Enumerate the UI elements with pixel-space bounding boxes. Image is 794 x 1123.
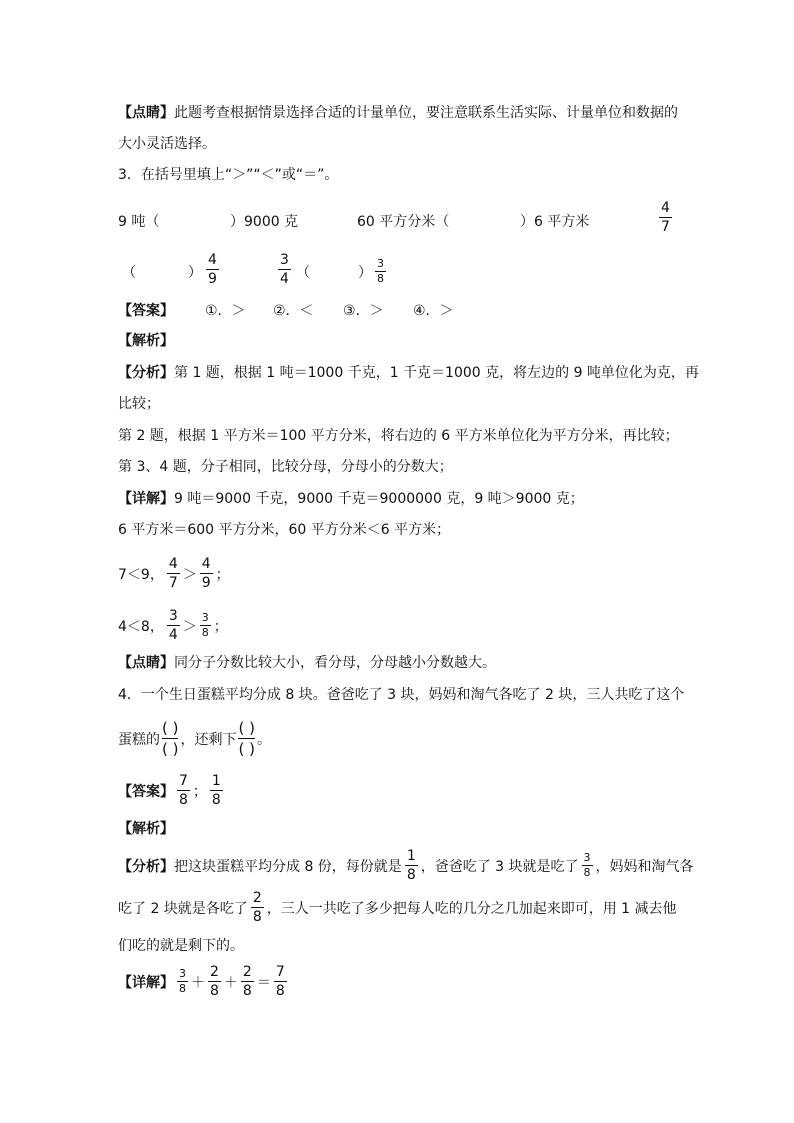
q4-xiangjie bbox=[118, 964, 290, 999]
q3-title: 3．在括号里填上“＞”“＜”或“＝”。 bbox=[118, 167, 339, 183]
dianjing-text: 同分子分数比较大小，看分母，分母越小分数越大。 bbox=[174, 655, 496, 671]
f2-b: ，三人一共吃了多少把每人吃的几分之几加起来即可，用 1 减去他 bbox=[266, 900, 677, 917]
xiangjie-text-1: 9 吨＝9000 千克，9000 千克＝9000000 克，9 吨＞9000 克； bbox=[174, 491, 584, 507]
f1-a: 把这块蛋糕平均分成 8 份，每份就是 bbox=[174, 858, 402, 875]
q3-answer-row bbox=[118, 300, 174, 320]
q3-xiangjie-line-1 bbox=[118, 489, 584, 509]
q3-dianjing bbox=[118, 653, 496, 673]
q4-text-a: 蛋糕的 bbox=[118, 731, 160, 748]
blank-fraction-left[interactable]: ( ) ( ) bbox=[238, 719, 255, 758]
q3-fenxi-line-1 bbox=[118, 363, 699, 383]
semicolon: ； bbox=[215, 566, 230, 583]
dianjing-line-2 bbox=[118, 134, 216, 154]
f1-c: ，妈妈和淘气各 bbox=[595, 858, 694, 875]
frac-4-7: $\frac{4}{7}$ bbox=[168, 556, 178, 591]
answer-sep: ； bbox=[192, 783, 207, 800]
q3-frac-3-8: $\frac{3}{8}$ bbox=[377, 257, 384, 285]
q4-answer-row bbox=[118, 773, 226, 808]
q3-fenxi-line-3: 第 2 题，根据 1 平方米＝100 平方分米，将右边的 6 平方米单位化为平方分米，再比较； bbox=[118, 428, 679, 444]
answer-frac-1-8: $\frac{1}{8}$ bbox=[211, 773, 221, 808]
semicolon: ； bbox=[213, 618, 228, 635]
xiangjie-tag: 【详解】 bbox=[118, 491, 174, 507]
dianjing-text: 此题考查根据情景选择合适的计量单位，要注意联系生活实际、计量单位和数据的 bbox=[174, 105, 678, 121]
q4-fenxi-line-2 bbox=[118, 890, 677, 925]
dianjing-line-1 bbox=[118, 103, 678, 123]
dianjing-tag: 【点睛】 bbox=[118, 655, 174, 671]
q3-frac-3-4: $\frac{3}{4}$ bbox=[280, 252, 289, 287]
q3-item-a-right: ）9000 克 bbox=[230, 214, 299, 230]
answer-tag: 【答案】 bbox=[118, 783, 174, 800]
q3-item-d-paren-right: ） bbox=[358, 265, 372, 281]
xj-frac-2: $\frac{2}{8}$ bbox=[210, 964, 219, 999]
frac-3-8: $\frac{3}{8}$ bbox=[201, 611, 209, 639]
q3-fenxi-line-2: 比较； bbox=[118, 396, 160, 412]
q4-title-line-2 bbox=[118, 718, 271, 759]
q3-frac-4-9: $\frac{4}{9}$ bbox=[208, 252, 217, 287]
q3-item-b-left: 60 平方分米（ bbox=[357, 214, 450, 230]
q4-text-b: ，还剩下 bbox=[180, 731, 237, 748]
dianjing-text-cont: 大小灵活选择。 bbox=[118, 136, 216, 152]
fenxi-tag: 【分析】 bbox=[118, 365, 174, 381]
plus-sign: ＋ bbox=[223, 974, 238, 991]
xj-frac-4: $\frac{7}{8}$ bbox=[275, 964, 285, 999]
blank-fraction-eaten[interactable]: ( ) ( ) bbox=[162, 719, 179, 758]
q4-fenxi-line-1 bbox=[118, 848, 694, 883]
f2-a: 吃了 2 块就是各吃了 bbox=[118, 900, 248, 917]
q3-item-a-left: 9 吨（ bbox=[118, 214, 160, 230]
frac-3-4: $\frac{3}{4}$ bbox=[168, 608, 178, 643]
fenxi-text-1: 第 1 题，根据 1 吨＝1000 千克，1 千克＝1000 克，将左边的 9 吨单位化为克，再 bbox=[174, 365, 699, 381]
fenxi-tag: 【分析】 bbox=[118, 858, 174, 875]
xj-frac-3: $\frac{2}{8}$ bbox=[242, 964, 252, 999]
q3-answer-4: ④．＞ bbox=[413, 303, 454, 319]
q3-xiangjie-line-2: 6 平方米＝600 平方分米，60 平方分米＜6 平方米； bbox=[118, 522, 451, 538]
frac-1-8: $\frac{1}{8}$ bbox=[406, 848, 416, 883]
xj4-prefix: 4＜8， bbox=[118, 618, 164, 635]
q3-answer-3: ③．＞ bbox=[343, 303, 384, 319]
frac-3-8: $\frac{3}{8}$ bbox=[583, 851, 591, 879]
q4-fenxi-line-3: 们吃的就是剩下的。 bbox=[118, 938, 244, 954]
q3-xiangjie-line-3 bbox=[118, 556, 230, 591]
q3-answer-2: ②．＜ bbox=[273, 303, 314, 319]
xj3-prefix: 7＜9， bbox=[118, 566, 164, 583]
q4-title-line-1: 4．一个生日蛋糕平均分成 8 块。爸爸吃了 3 块，妈妈和淘气各吃了 2 块，三人共吃了这个 bbox=[118, 687, 685, 703]
answer-frac-7-8: $\frac{7}{8}$ bbox=[179, 773, 188, 808]
q3-fenxi-line-4: 第 3、4 题，分子相同，比较分母，分母小的分数大； bbox=[118, 459, 453, 475]
frac-4-9: $\frac{4}{9}$ bbox=[201, 556, 211, 591]
xj-frac-1: $\frac{3}{8}$ bbox=[179, 967, 186, 995]
q3-item-d-paren-left: （ bbox=[296, 265, 310, 281]
q3-item-c-paren-right: ） bbox=[188, 265, 202, 281]
q3-item-c-paren-left: （ bbox=[122, 265, 136, 281]
plus-sign: ＋ bbox=[191, 974, 205, 991]
q3-xiangjie-line-4 bbox=[118, 608, 228, 643]
xiangjie-tag: 【详解】 bbox=[118, 974, 174, 991]
q3-frac-4-7: $\frac{4}{7}$ bbox=[661, 200, 670, 235]
gt-sign: ＞ bbox=[182, 618, 197, 635]
equals-sign: ＝ bbox=[256, 974, 271, 991]
frac-2-8: $\frac{2}{8}$ bbox=[252, 890, 262, 925]
answer-tag: 【答案】 bbox=[118, 303, 174, 319]
f1-b: ，爸爸吃了 3 块就是吃了 bbox=[420, 858, 579, 875]
q4-text-c: 。 bbox=[256, 731, 271, 748]
gt-sign: ＞ bbox=[182, 566, 197, 583]
q4-jiexi: 【解析】 bbox=[118, 821, 174, 837]
q3-item-b-right: ）6 平方米 bbox=[520, 214, 590, 230]
dianjing-tag: 【点睛】 bbox=[118, 105, 174, 121]
q3-answer-1: ①．＞ bbox=[205, 303, 246, 319]
q3-jiexi: 【解析】 bbox=[118, 333, 174, 349]
